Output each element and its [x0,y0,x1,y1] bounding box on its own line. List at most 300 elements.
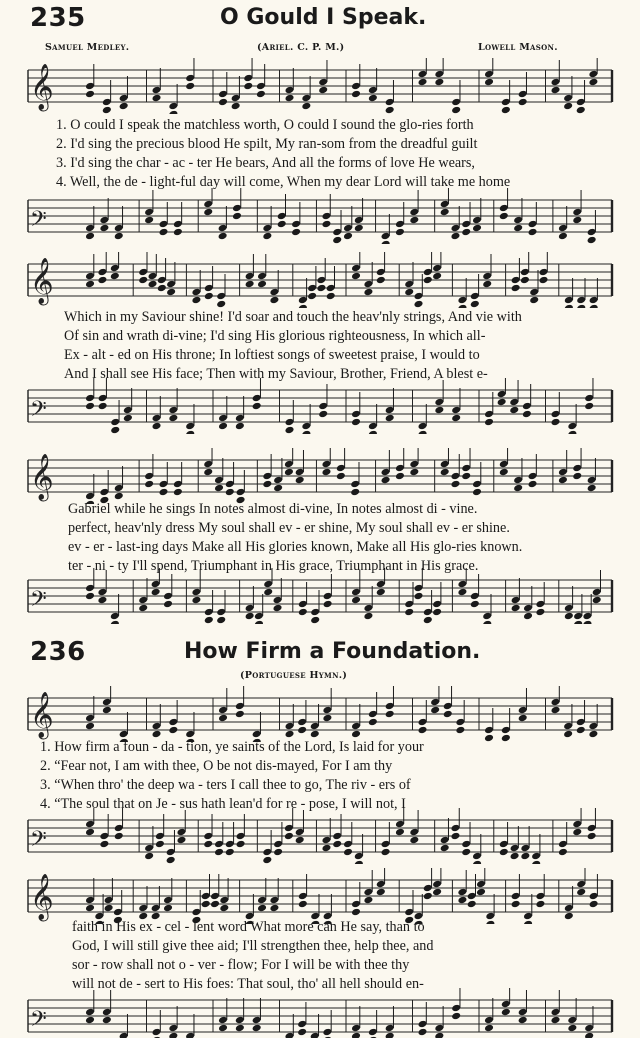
note-head [218,998,228,1032]
note-head [368,692,378,726]
verse-1-line: 1. How firm a foun - da - tion, ye saints of the Lord, Is laid for your [40,739,424,755]
note-head [245,254,255,288]
note-head [235,396,245,430]
note-head [168,1006,178,1038]
bass-clef-icon: 𝄢 [30,397,47,427]
note-head [273,578,283,612]
note-head [513,198,523,232]
note-head [297,1002,307,1036]
note-head [497,378,507,406]
note-head [381,822,391,856]
note-head [472,462,482,496]
note-head [376,568,386,596]
bass-clef-icon: 𝄢 [30,1007,47,1037]
verse-4-line: ter - ni - ty I'll spend, Triumphant in His grace, Triumphant in His grace. [68,558,479,574]
note-head [104,878,114,912]
note-head [418,58,428,86]
note-head [440,188,450,216]
note-head [376,252,386,284]
note-head [351,392,361,426]
note-head [589,278,599,308]
note-head [385,388,395,422]
note-head [102,990,112,1024]
note-head [572,190,582,224]
note-head [409,448,419,476]
note-head [564,278,574,308]
note-head [191,570,201,604]
note-head [102,686,112,714]
note-head [85,206,95,240]
verse-1-line: Which in my Saviour shine! I'd soar and touch the heav'nly strings, And vie with [64,309,522,325]
verse-2-line: God, I will still give thee aid; I'll strengthen thee, help thee, and [72,938,434,954]
note-head [576,80,586,114]
note-head [218,206,228,240]
note-head [587,458,597,492]
note-head [155,814,165,848]
note-head [138,578,148,612]
note-head [520,826,530,860]
note-head [204,590,214,624]
note-head [572,448,582,480]
note-head [310,590,320,624]
note-head [252,378,262,410]
note-head [99,198,109,232]
bass-staff [0,188,640,244]
note-head [476,868,486,896]
note-head [588,704,598,738]
note-head [284,448,294,476]
note-head [262,454,272,488]
note-head [318,384,328,418]
note-head [102,80,112,114]
note-head [163,574,173,608]
note-head [97,570,107,604]
note-head [301,76,311,110]
note-head [432,868,442,896]
note-head [214,822,224,856]
note-head [418,1002,428,1036]
note-head [236,814,246,848]
bass-clef-icon: 𝄢 [30,587,47,617]
note-head [110,400,120,434]
note-head [443,686,453,718]
note-head [567,404,577,434]
note-head [535,874,545,908]
note-head [423,252,433,284]
note-head [418,404,428,434]
note-head [434,380,444,414]
note-head [385,1006,395,1038]
hymn-title: How Firm a Foundation. [184,639,481,664]
note-head [97,252,107,284]
author-credit: Samuel Medley. [45,42,130,53]
note-head [592,570,602,604]
note-head [218,396,228,430]
note-head [85,378,95,410]
note-head [451,80,461,114]
note-head [551,392,561,426]
note-head [262,206,272,240]
verse-4-line: And I shall see His face; Then with my Saviour, Brother, Friend, A blest e- [64,366,488,382]
note-head [85,990,95,1024]
note-head [273,822,283,856]
note-head [551,60,561,94]
note-head [576,868,586,896]
note-head [176,810,186,844]
note-head [301,404,311,434]
note-head [235,686,245,718]
bass-staff [0,568,640,624]
note-head [351,1006,361,1038]
note-head [351,570,361,604]
note-head [119,1014,129,1038]
note-head [216,274,226,308]
note-head [573,594,583,624]
note-head [151,886,161,920]
note-head [204,266,214,300]
verse-3-line: 3. I'd sing the char - ac - ter He bears, And all the forms of love He wears, [56,155,475,171]
verse-4-line: 4. “The soul that on Je - sus hath lean'd for re - pose, I will not, I [40,796,406,812]
note-head [484,998,494,1032]
note-head [451,388,461,422]
note-head [418,700,428,734]
note-head [307,266,317,300]
note-head [395,202,405,236]
note-head [499,448,509,476]
note-head [295,810,305,844]
note-head [461,448,471,480]
note-head [285,68,295,102]
verse-3-line: Ex - alt - ed on His throne; In loftiest songs of sweetest praise, I would to [64,347,480,363]
treble-clef-icon: 𝄞 [30,692,54,738]
note-head [381,450,391,484]
note-head [159,462,169,496]
note-head [450,206,460,240]
note-head [363,586,373,620]
note-head [225,462,235,496]
note-head [470,574,480,608]
note-head [235,998,245,1032]
note-head [482,254,492,288]
note-head [343,822,353,856]
note-head [576,700,586,734]
treble-clef-icon: 𝄞 [30,64,54,110]
note-head [563,76,573,110]
note-head [531,834,541,864]
note-head [350,462,360,496]
note-head [576,278,586,308]
note-head [284,808,294,840]
note-head [404,582,414,616]
bass-staff [0,378,640,434]
note-head [85,568,95,600]
note-head [423,590,433,624]
note-head [432,582,442,616]
note-head [440,448,450,476]
note-head [231,76,241,110]
note-head [404,262,414,296]
note-head [351,882,361,916]
note-head [511,874,521,908]
note-head [119,76,129,110]
note-head [326,266,336,300]
note-head [110,252,120,280]
note-head [351,252,361,280]
treble-clef-icon: 𝄞 [30,874,54,920]
note-head [295,450,305,484]
note-head [214,458,224,492]
note-head [285,1014,295,1038]
note-head [152,68,162,102]
note-head [513,458,523,492]
note-head [461,822,471,856]
note-head [168,84,178,114]
note-head [414,274,424,308]
note-head [482,594,492,624]
note-head [85,808,95,836]
tune-name: (Portuguese Hymn.) [240,670,348,681]
note-head [363,262,373,296]
note-head [318,60,328,94]
note-head [368,404,378,434]
note-head [123,388,133,422]
note-head [225,822,235,856]
note-head [484,58,494,86]
note-head [434,58,444,86]
note-head [243,58,253,90]
note-head [85,64,95,98]
note-head [269,878,279,912]
note-head [363,870,373,904]
note-head [310,704,320,738]
note-head [501,988,511,1016]
note-head [99,814,109,848]
treble-staff [0,252,640,308]
note-head [470,274,480,308]
tune-name: (Ariel. C. P. M.) [257,42,345,53]
note-head [572,808,582,836]
note-head [168,388,178,422]
note-head [520,252,530,284]
note-head [173,462,183,496]
note-head [501,708,511,742]
verse-lines [72,918,433,994]
verse-1-line: faith in His ex - cel - lent word What more can He say, than to [72,919,425,935]
note-head [409,190,419,224]
treble-staff [0,58,640,114]
note-head [440,818,450,852]
treble-clef-icon: 𝄞 [30,454,54,500]
note-head [332,210,342,244]
note-head [385,80,395,114]
note-head [485,894,495,924]
note-head [509,380,519,414]
note-head [528,202,538,236]
note-head [472,198,482,232]
note-head [185,1014,195,1038]
note-head [203,448,213,476]
note-head [262,830,272,864]
note-head [395,448,405,480]
note-head [457,870,467,904]
note-head [245,586,255,620]
bass-clef-icon: 𝄢 [30,827,47,857]
note-head [232,188,242,220]
note-head [414,568,424,600]
note-head [457,568,467,596]
bass-clef-icon: 𝄢 [30,207,47,237]
note-head [455,700,465,734]
note-head [409,810,419,844]
note-head [461,202,471,236]
note-head [551,686,561,714]
note-head [316,258,326,292]
note-head [144,826,154,860]
note-head [185,404,195,434]
note-head [551,990,561,1024]
note-head [518,72,528,106]
verse-2-line: 2. “Fear not, I am with thee, O be not dis-mayed, For I am thy [40,758,393,774]
note-head [114,466,124,500]
note-head [457,278,467,308]
verse-3-line: ev - er - last-ing days Make all His glories known, Make all His glo-ries known. [68,539,523,555]
note-head [273,458,283,492]
note-head [157,258,167,292]
note-head [567,998,577,1032]
note-head [588,58,598,86]
bass-staff [0,808,640,864]
note-head [510,826,520,860]
hymn-number: 235 [30,3,86,33]
note-head [321,818,331,852]
note-head [584,1006,594,1038]
note-head [138,252,148,284]
note-head [587,210,597,244]
note-head [173,202,183,236]
note-head [285,400,295,434]
note-head [269,270,279,304]
note-head [218,688,228,722]
verse-lines [68,500,522,576]
verse-1-line: Gabriel while he sings In notes almost di-vine, In notes almost di - vine. [68,501,478,517]
note-head [203,814,213,848]
note-head [376,868,386,896]
note-head [558,822,568,856]
note-head [472,834,482,864]
note-head [152,704,162,738]
note-head [166,830,176,864]
note-head [321,194,331,228]
note-head [535,582,545,616]
note-head [85,878,95,912]
note-head [148,254,158,288]
note-head [138,886,148,920]
note-head [144,190,154,224]
note-head [114,206,124,240]
note-head [159,202,169,236]
note-head [323,574,333,608]
note-head [277,194,287,228]
note-head [523,894,533,924]
note-head [539,252,549,284]
note-head [99,470,109,504]
treble-clef-icon: 𝄞 [30,258,54,304]
note-head [558,450,568,484]
note-head [434,1006,444,1038]
note-head [218,72,228,106]
note-head [336,448,346,480]
note-head [450,808,460,840]
verse-2-line: perfect, heav'nly dress My soul shall ev - er shine, My soul shall ev - er shine. [68,520,510,536]
hymn-title: O Gould I Speak. [220,5,427,30]
treble-staff [0,448,640,504]
note-head [285,704,295,738]
note-head [201,874,211,908]
note-head [511,258,521,292]
note-head [522,384,532,418]
verse-1-line: 1. O could I speak the matchless worth, O could I sound the glo-ries forth [56,117,474,133]
verse-lines [64,308,522,384]
note-head [432,252,442,280]
note-head [332,814,342,848]
note-head [257,878,267,912]
note-head [310,1014,320,1038]
note-head [321,448,331,476]
note-head [152,396,162,430]
note-head [298,582,308,616]
hymn-number: 236 [30,637,86,667]
note-head [297,700,307,734]
verse-2-line: Of sin and wrath di-vine; I'd sing His glorious righteousness, In which all- [64,328,486,344]
note-head [587,808,597,840]
note-head [263,568,273,596]
note-head [354,834,364,864]
note-head [163,878,173,912]
note-head [298,874,308,908]
note-head [98,378,108,410]
note-head [203,188,213,216]
note-head [114,808,124,840]
note-head [257,254,267,288]
note-head [564,886,574,920]
note-head [484,392,494,426]
note-head [343,206,353,240]
note-head [451,988,461,1020]
note-head [168,700,178,734]
note-head [385,686,395,718]
note-head [499,188,509,220]
note-head [450,454,460,488]
note-head [558,206,568,240]
note-head [291,202,301,236]
note-head [499,822,509,856]
note-head [254,594,264,624]
note-head [518,990,528,1024]
verse-3-line: sor - row shall not o - ver - flow; For I will be with thee thy [72,957,410,973]
note-head [563,704,573,738]
note-head [430,686,440,714]
note-head [191,270,201,304]
note-head [511,578,521,612]
note-head [501,80,511,114]
note-head [582,594,592,624]
note-head [354,198,364,232]
note-head [85,696,95,730]
note-head [529,270,539,304]
verse-2-line: 2. I'd sing the precious blood He spilt, My ran-som from the dreadful guilt [56,136,478,152]
note-head [236,470,246,504]
note-head [395,808,405,836]
